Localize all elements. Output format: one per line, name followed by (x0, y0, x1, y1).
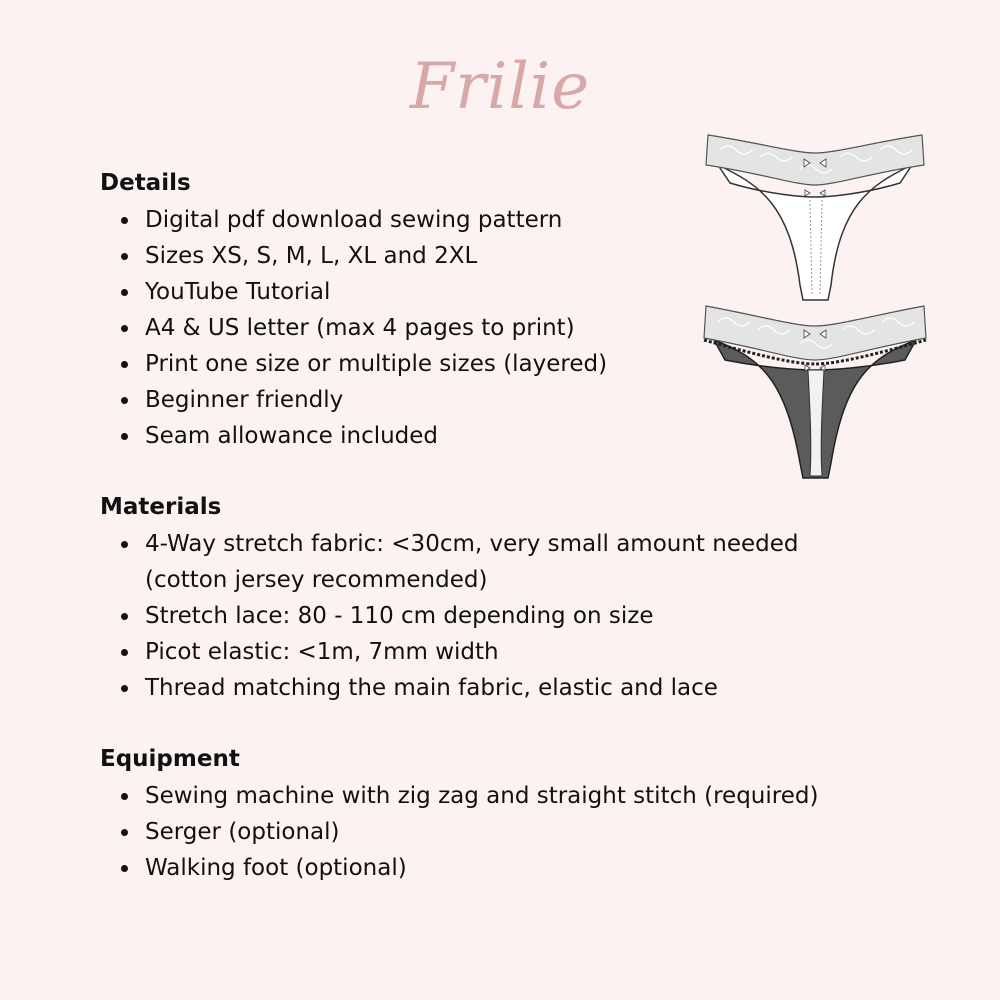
list-item: YouTube Tutorial (145, 274, 607, 310)
list-item: Print one size or multiple sizes (layered) (145, 346, 607, 382)
list-item: Seam allowance included (145, 418, 607, 454)
equipment-section (100, 744, 818, 886)
list-item: A4 & US letter (max 4 pages to print) (145, 310, 607, 346)
details-list (100, 202, 607, 454)
page-title: Frilie (409, 50, 591, 124)
list-item: Stretch lace: 80 - 110 cm depending on size (145, 598, 799, 634)
details-section (100, 168, 607, 454)
list-item: Digital pdf download sewing pattern (145, 202, 607, 238)
materials-list (100, 526, 799, 706)
list-item: Picot elastic: <1m, 7mm width (145, 634, 799, 670)
list-item-continuation: (cotton jersey recommended) (145, 567, 488, 593)
details-heading: Details (100, 170, 191, 196)
list-item: Beginner friendly (145, 382, 607, 418)
materials-heading: Materials (100, 494, 222, 520)
list-item: Serger (optional) (145, 814, 818, 850)
list-item: Sizes XS, S, M, L, XL and 2XL (145, 238, 607, 274)
list-item: Walking foot (optional) (145, 850, 818, 886)
panty-back-illustration (700, 298, 930, 483)
panty-front-illustration (700, 125, 930, 305)
equipment-heading: Equipment (100, 746, 240, 772)
list-item: Sewing machine with zig zag and straight stitch (required) (145, 778, 818, 814)
list-item: Thread matching the main fabric, elastic and lace (145, 670, 799, 706)
materials-section (100, 492, 799, 706)
list-item: 4-Way stretch fabric: <30cm, very small amount needed (145, 526, 799, 562)
equipment-list (100, 778, 818, 886)
